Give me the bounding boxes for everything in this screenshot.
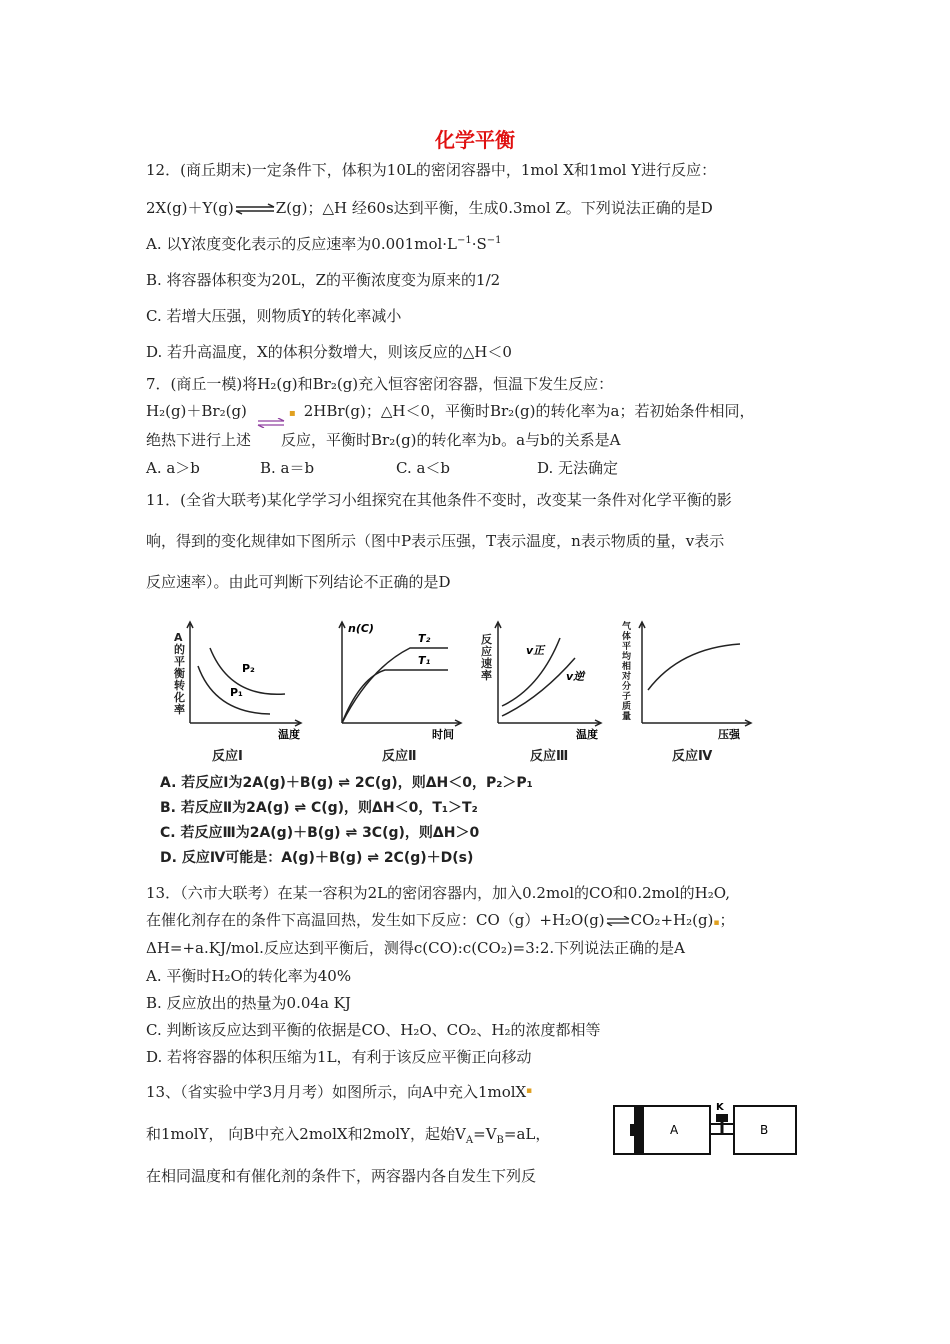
fig4-xlabel: 压强 [718, 728, 740, 741]
q13a-line3: ΔH=+a.KJ/mol.反应达到平衡后，测得c(CO):c(CO₂)=3:2.下列说法正确的是A [146, 939, 685, 957]
q7-option-b: B. a＝b [260, 459, 315, 477]
diagram-label-a: A [670, 1123, 679, 1137]
q12-products: Z(g)；△H 经60s达到平衡，生成0.3mol Z。下列说法正确的是D [275, 199, 713, 217]
fig3-xlabel: 温度 [576, 728, 598, 741]
fig3-label-v-forward: v正 [526, 644, 545, 657]
q7-line3 [146, 430, 621, 450]
fig1-xlabel: 温度 [278, 728, 300, 741]
q13a-option-b: B. 反应放出的热量为0.04a KJ [146, 994, 351, 1012]
q12-line2 [146, 198, 713, 218]
q12-option-a-mid: ·S [471, 235, 487, 253]
q7-option-a: A. a＞b [146, 459, 200, 477]
q7-option-d: D. 无法确定 [537, 459, 619, 477]
q11-option-a: A. 若反应Ⅰ为2A(g)＋B(g) ⇌ 2C(g)，则ΔH＜0，P₂＞P₁ [160, 775, 533, 791]
fig1-label-p1: P₁ [230, 686, 243, 699]
fig4-ylabel: 气体平均相对分子质量 [622, 622, 632, 722]
q11-option-d: D. 反应Ⅳ可能是：A(g)＋B(g) ⇌ 2C(g)＋D(s) [160, 850, 474, 866]
q12-option-a-exp1: −1 [457, 235, 472, 246]
q11-option-c: C. 若反应Ⅲ为2A(g)＋B(g) ⇌ 3C(g)，则ΔH＞0 [160, 825, 480, 841]
fig1-caption: 反应Ⅰ [212, 749, 243, 764]
q12-option-c: C. 若增大压强，则物质Y的转化率减小 [146, 307, 402, 325]
equilibrium-arrow-icon [234, 203, 276, 215]
q13b-line2-text: 和1molY， 向B中充入2molX和2molY，起始V [146, 1125, 466, 1143]
equilibrium-arrow-icon [256, 418, 286, 428]
q11-line1: 11．(全省大联考)某化学学习小组探究在其他条件不变时，改变某一条件对化学平衡的影 [146, 491, 732, 509]
fig3-caption: 反应Ⅲ [530, 749, 569, 764]
q13a-line2-products: CO₂+H₂(g) [630, 911, 714, 929]
q12-option-a-exp2: −1 [486, 235, 502, 246]
q13b-line1 [146, 1082, 526, 1102]
q13b-line3: 在相同温度和有催化剂的条件下，两容器内各自发生下列反 [146, 1167, 537, 1185]
q13b-sub-a: A [465, 1135, 474, 1146]
q7-line3-start: 绝热下进行上述 [146, 431, 252, 449]
equilibrium-arrow-icon [605, 916, 631, 926]
q13a-line2-end: ； [719, 911, 735, 929]
q13b-line2-end: =aL， [503, 1125, 551, 1143]
q7-line3-end: 反应，平衡时Br₂(g)的转化率为b。a与b的关系是A [281, 431, 621, 449]
q7-line1: 7．(商丘一模)将H₂(g)和Br₂(g)充入恒容密闭容器，恒温下发生反应： [146, 375, 614, 393]
q12-option-a-text: A. 以Y浓度变化表示的反应速率为0.001mol·L [146, 235, 457, 253]
q13b-sub-b: B [496, 1135, 504, 1146]
q12-option-d: D. 若升高温度，X的体积分数增大，则该反应的△H＜0 [146, 343, 512, 361]
fig2-label-t1: T₁ [418, 654, 431, 667]
q13a-line2-start: 在催化剂存在的条件下高温回热，发生如下反应：CO（g）+H₂O(g) [146, 911, 605, 929]
figure-reaction-2 [330, 618, 470, 743]
fig3-label-v-reverse: v逆 [566, 670, 585, 683]
fig2-xlabel: 时间 [432, 728, 454, 741]
q11-figures [160, 618, 760, 773]
q13a-line2: 在催化剂存在的条件下高温回热，发生如下反应：CO（g）+H₂O(g) CO₂+H₂(g)▪； [146, 911, 735, 929]
q11-option-b: B. 若反应Ⅱ为2A(g) ⇌ C(g)，则ΔH＜0，T₁＞T₂ [160, 800, 478, 816]
q13a-line1: 13．（六市大联考）在某一容积为2L的密闭容器内，加入0.2mol的CO和0.2mol的H₂O, [146, 884, 730, 902]
q12-reactants: 2X(g)＋Y(g) [146, 199, 234, 217]
q11-line2: 响，得到的变化规律如下图所示（图中P表示压强，T表示温度，n表示物质的量，v表示 [146, 532, 725, 550]
fig1-label-p2: P₂ [242, 662, 255, 675]
fig1-ylabel: A的平衡转化率 [174, 631, 185, 716]
q12-option-b: B. 将容器体积变为20L，Z的平衡浓度变为原来的1/2 [146, 271, 501, 289]
q13b-line1-text: 13、（省实验中学3月月考）如图所示，向A中充入1molX [146, 1083, 527, 1101]
q13a-option-d: D. 若将容器的体积压缩为1L，有利于该反应平衡正向移动 [146, 1048, 532, 1066]
fig3-ylabel: 反应速率 [481, 633, 492, 682]
page-title: 化学平衡 [435, 128, 515, 152]
q13a-option-a: A. 平衡时H₂O的转化率为40% [146, 967, 352, 985]
fig2-label-t2: T₂ [418, 632, 431, 645]
figure-reaction-3 [480, 618, 610, 743]
q11-line3: 反应速率）。由此可判断下列结论不正确的是D [146, 573, 451, 591]
q13b-line2-mid: =V [473, 1125, 497, 1143]
diagram-label-k: K [716, 1102, 724, 1113]
container-diagram [612, 1094, 798, 1160]
q7-products: 2HBr(g)；△H＜0，平衡时Br₂(g)的转化率为a；若初始条件相同， [303, 402, 755, 420]
diagram-label-b: B [760, 1123, 769, 1137]
fig4-caption: 反应Ⅳ [672, 749, 713, 764]
q7-line2: H₂(g)＋Br₂(g) ▪ 2HBr(g)；△H＜0，平衡时Br₂(g)的转化率为a；若初始条件相同， [146, 402, 755, 420]
q7-option-c: C. a＜b [396, 459, 451, 477]
q7-reactants: H₂(g)＋Br₂(g) [146, 402, 247, 420]
q12-line1: 12．(商丘期末)一定条件下，体积为10L的密闭容器中，1mol X和1mol Y进行反应： [146, 161, 717, 179]
q12-option-a [146, 234, 502, 254]
figure-reaction-4 [620, 618, 760, 743]
fig2-ylabel: n(C) [348, 622, 374, 635]
q13a-option-c: C. 判断该反应达到平衡的依据是CO、H₂O、CO₂、H₂的浓度都相等 [146, 1021, 601, 1039]
q13b-line2 [146, 1124, 550, 1144]
fig2-caption: 反应Ⅱ [382, 749, 417, 764]
